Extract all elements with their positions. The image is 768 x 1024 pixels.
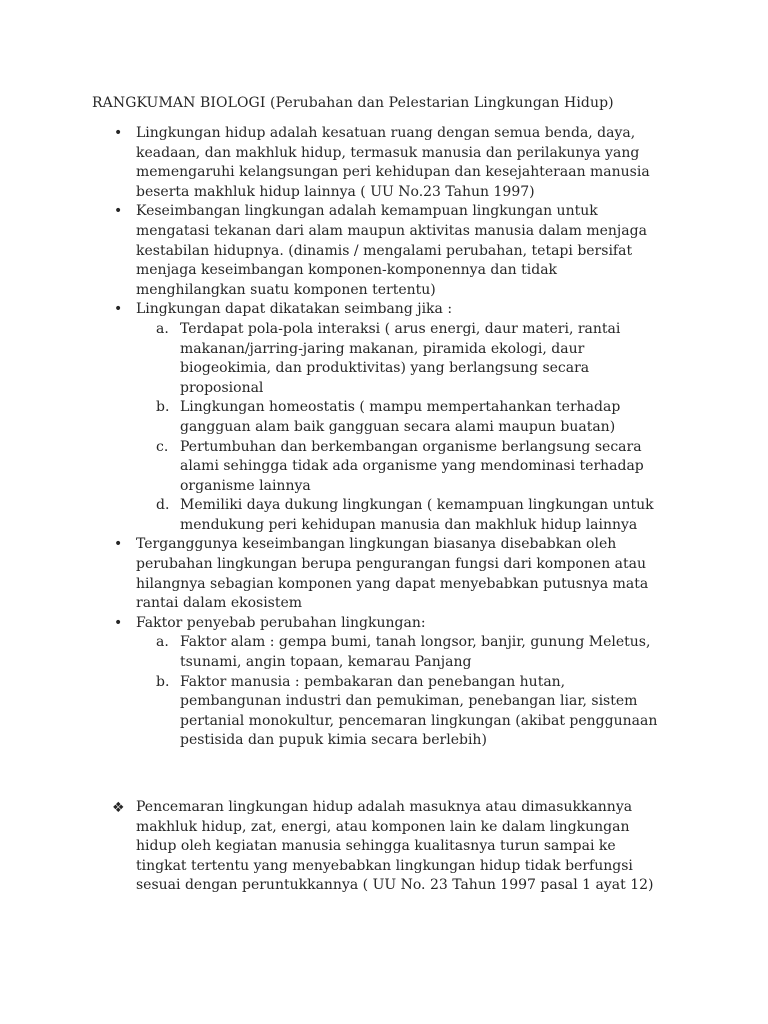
sub-item-letter: d. — [156, 497, 170, 514]
item-text: Pencemaran lingkungan hidup adalah masuknya atau dimasukkannya makhluk hidup, zat, energi, atau komponen lain ke dalam lingkungan hidup oleh kegiatan manusia sehingga kualitasnya turun sampai ke tingkat tertentu yang menyebabkan lingkungan hidup tidak berfungsi sesuai dengan peruntukkannya ( UU No. 23 Tahun 1997 pasal 1 ayat 12) — [136, 799, 654, 894]
sub-list-item — [112, 633, 668, 672]
sub-list-item — [112, 673, 668, 751]
list-item — [112, 798, 668, 896]
document-title: RANGKUMAN BIOLOGI (Perubahan dan Pelestarian Lingkungan Hidup) — [92, 95, 614, 111]
list-item — [112, 614, 668, 634]
sub-item-letter: a. — [156, 634, 169, 651]
sub-item-letter: a. — [156, 320, 169, 337]
list-item — [112, 202, 668, 300]
item-text: Lingkungan dapat dikatakan seimbang jika : — [136, 301, 453, 318]
bullet-icon: • — [114, 614, 123, 631]
bullet-icon: • — [114, 301, 123, 318]
item-text: Terganggunya keseimbangan lingkungan biasanya disebabkan oleh perubahan lingkungan berupa pengurangan fungsi dari komponen atau hilangnya sebagian komponen yang dapat menyebabkan putusnya mata rantai dalam ekosistem — [136, 536, 649, 612]
diamond-bullet-icon: ❖ — [112, 800, 125, 816]
diamond-list — [112, 798, 668, 896]
bullet-icon: • — [114, 536, 123, 553]
bullet-icon: • — [114, 125, 123, 141]
list-item — [112, 124, 668, 202]
sub-item-text: Terdapat pola-pola interaksi ( arus energi, daur materi, rantai makanan/jarring-jaring makanan, piramida ekologi, daur biogeokimia, dan produktivitas) yang berlangsung secara proposional — [180, 320, 621, 396]
item-text: Faktor penyebab perubahan lingkungan: — [136, 614, 426, 631]
sub-list-item — [112, 496, 668, 535]
sub-item-text: Faktor alam : gempa bumi, tanah longsor, banjir, gunung Meletus, tsunami, angin topaan, kemarau Panjang — [180, 634, 651, 671]
bullet-icon: • — [114, 203, 123, 220]
sub-list-item — [112, 438, 668, 497]
sub-list-item — [112, 320, 668, 398]
sub-item-letter: c. — [156, 438, 169, 455]
sub-item-letter: b. — [156, 673, 170, 690]
list-item — [112, 300, 668, 320]
bullet-list — [112, 124, 668, 751]
item-text: Lingkungan hidup adalah kesatuan ruang dengan semua benda, daya, keadaan, dan makhluk hidup, termasuk manusia dan perilakunya yang memengaruhi kelangsungan peri kehidupan dan kesejahteraan manusia beserta makhluk hidup lainnya ( UU No.23 Tahun 1997) — [136, 125, 650, 200]
sub-item-text: Memiliki daya dukung lingkungan ( kemampuan lingkungan untuk mendukung peri kehidupan manusia dan makhluk hidup lainnya — [180, 497, 654, 533]
list-item — [112, 535, 668, 613]
sub-item-text: Pertumbuhan dan berkembangan organisme berlangsung secara alami sehingga tidak ada organisme yang mendominasi terhadap organisme lainnya — [180, 438, 644, 494]
sub-item-text: Lingkungan homeostatis ( mampu mempertahankan terhadap gangguan alam baik gangguan secara alami maupun buatan) — [180, 399, 621, 435]
sub-list-item — [112, 398, 668, 437]
sub-item-text: Faktor manusia : pembakaran dan penebangan hutan, pembangunan industri dan pemukiman, penebangan liar, sistem pertanial monokultur, pencemaran lingkungan (akibat penggunaan pestisida dan pupuk kimia secara berlebih) — [180, 673, 658, 749]
sub-item-letter: b. — [156, 399, 170, 416]
item-text: Keseimbangan lingkungan adalah kemampuan lingkungan untuk mengatasi tekanan dari alam maupun aktivitas manusia dalam menjaga kestabilan hidupnya. (dinamis / mengalami perubahan, tetapi bersifat menjaga keseimbangan komponen-komponennya dan tidak menghilangkan suatu komponen tertentu) — [136, 203, 647, 298]
